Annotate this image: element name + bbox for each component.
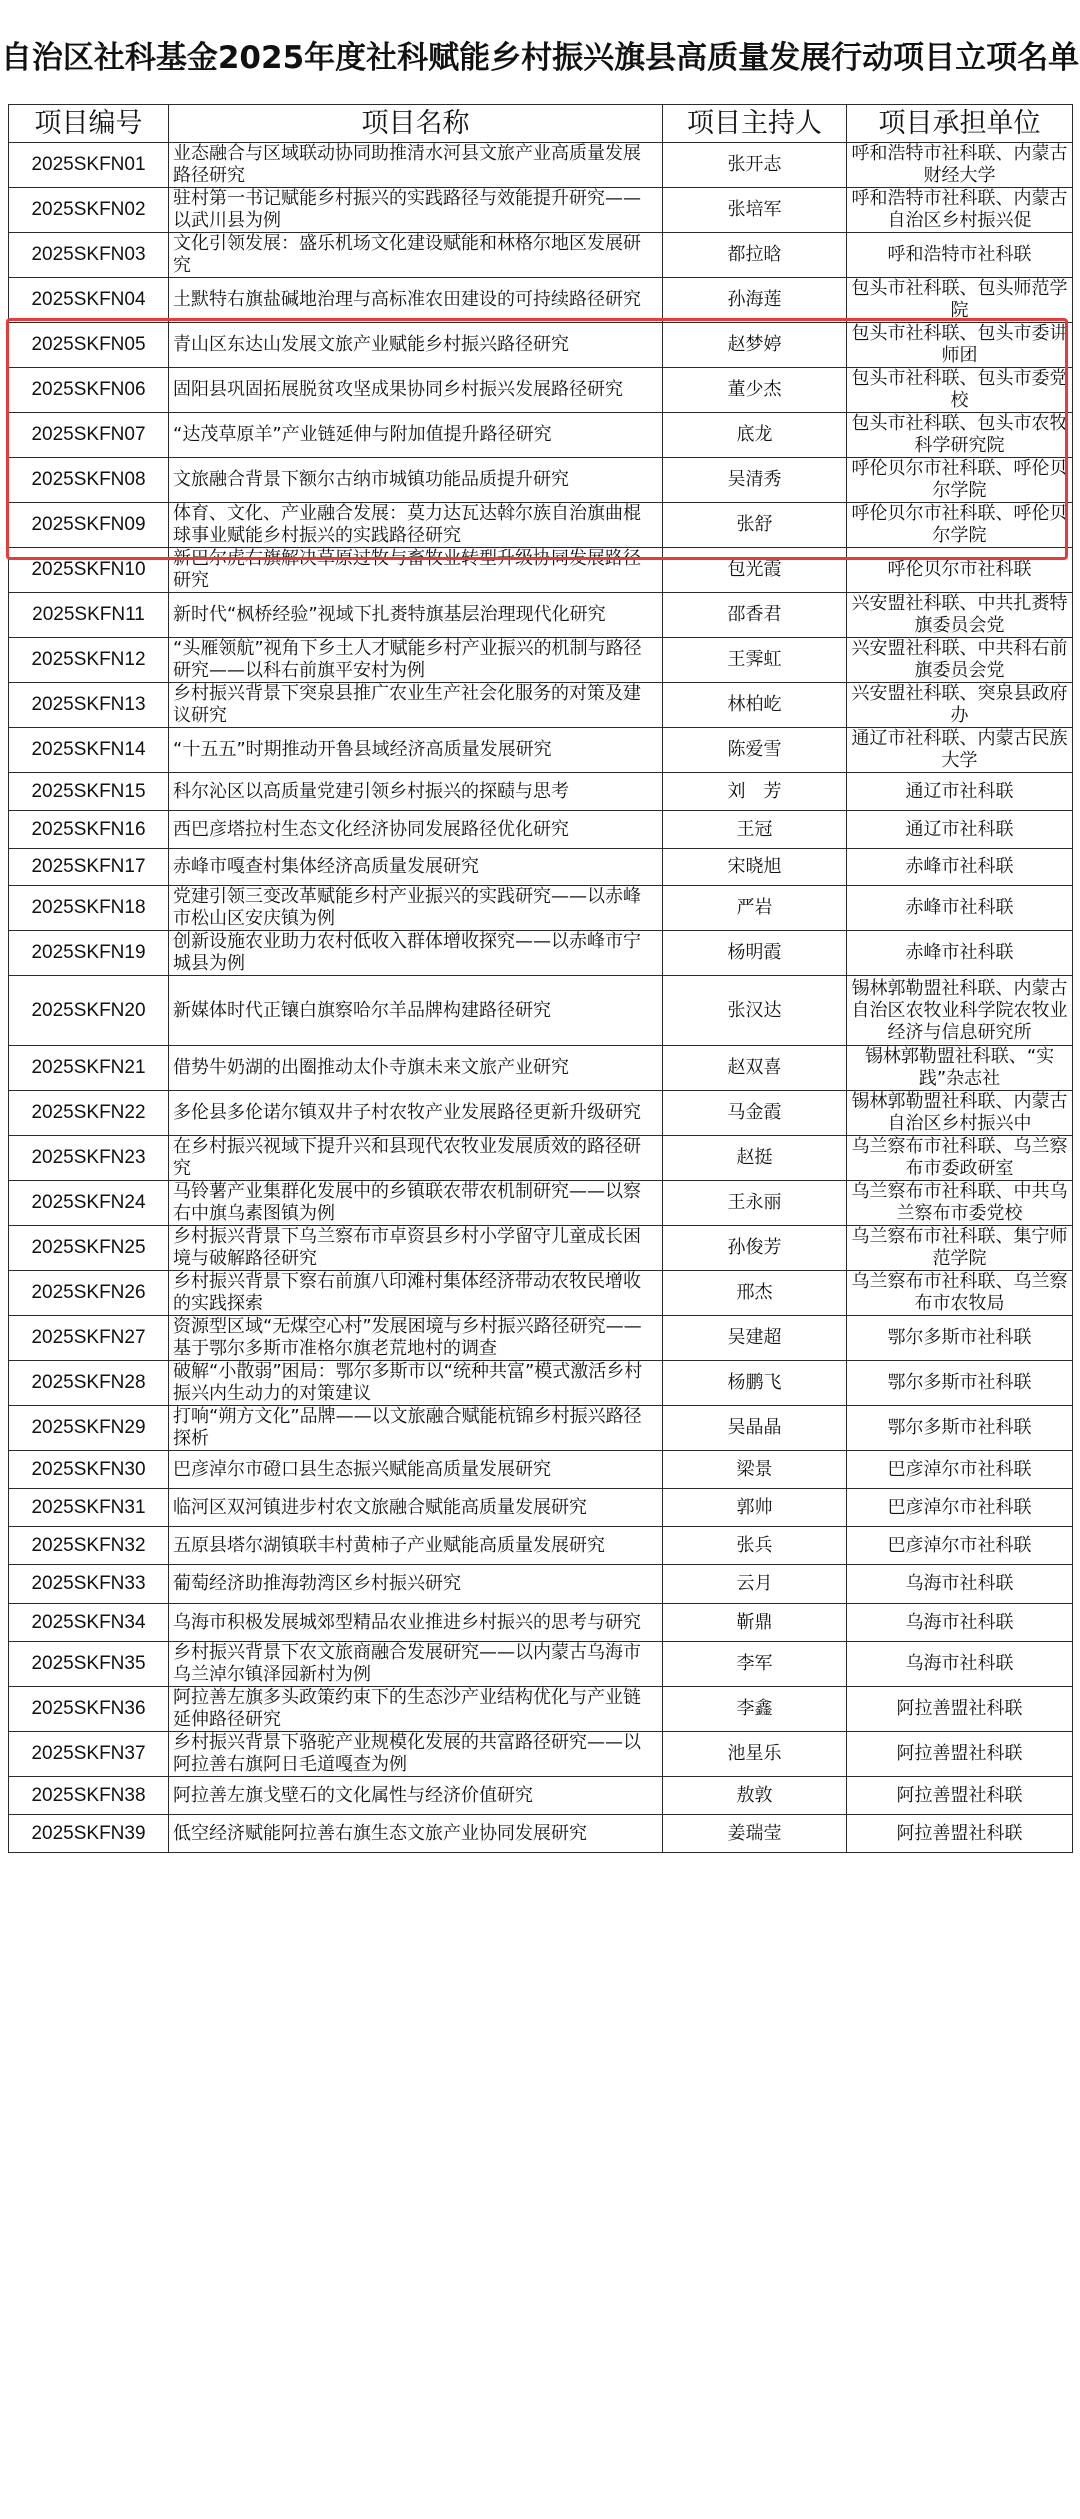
project-leader-cell: 云月 bbox=[663, 1565, 847, 1604]
table-row bbox=[9, 548, 1073, 593]
project-leader-cell: 底龙 bbox=[663, 413, 847, 458]
project-name-cell: 在乡村振兴视域下提升兴和县现代农牧业发展质效的路径研究 bbox=[169, 1136, 663, 1181]
project-name-cell: 创新设施农业助力农村低收入群体增收探究——以赤峰市宁城县为例 bbox=[169, 931, 663, 976]
table-row bbox=[9, 143, 1073, 188]
project-leader-cell: 刘 芳 bbox=[663, 773, 847, 811]
project-id-cell: 2025SKFN10 bbox=[9, 548, 169, 593]
project-id-cell: 2025SKFN38 bbox=[9, 1777, 169, 1815]
project-id-cell: 2025SKFN01 bbox=[9, 143, 169, 188]
project-leader-cell: 敖敦 bbox=[663, 1777, 847, 1815]
project-name-cell: 青山区东达山发展文旅产业赋能乡村振兴路径研究 bbox=[169, 323, 663, 368]
project-id-cell: 2025SKFN26 bbox=[9, 1271, 169, 1316]
table-row bbox=[9, 1181, 1073, 1226]
project-id-cell: 2025SKFN21 bbox=[9, 1046, 169, 1091]
table-row bbox=[9, 811, 1073, 849]
project-leader-cell: 张培军 bbox=[663, 188, 847, 233]
table-row bbox=[9, 1732, 1073, 1777]
project-leader-cell: 张汉达 bbox=[663, 976, 847, 1046]
project-unit-cell: 兴安盟社科联、突泉县政府办 bbox=[847, 683, 1073, 728]
project-unit-cell: 阿拉善盟社科联 bbox=[847, 1732, 1073, 1777]
project-leader-cell: 赵梦婷 bbox=[663, 323, 847, 368]
project-leader-cell: 池星乐 bbox=[663, 1732, 847, 1777]
project-name-cell: 科尔沁区以高质量党建引领乡村振兴的探赜与思考 bbox=[169, 773, 663, 811]
project-leader-cell: 靳鼎 bbox=[663, 1604, 847, 1642]
project-leader-cell: 邢杰 bbox=[663, 1271, 847, 1316]
project-name-cell: “头雁领航”视角下乡土人才赋能乡村产业振兴的机制与路径研究——以科右前旗平安村为例 bbox=[169, 638, 663, 683]
project-leader-cell: 吴晶晶 bbox=[663, 1406, 847, 1451]
table-row bbox=[9, 849, 1073, 886]
project-unit-cell: 包头市社科联、包头师范学院 bbox=[847, 278, 1073, 323]
project-id-cell: 2025SKFN35 bbox=[9, 1642, 169, 1687]
project-leader-cell: 杨鹏飞 bbox=[663, 1361, 847, 1406]
project-unit-cell: 阿拉善盟社科联 bbox=[847, 1777, 1073, 1815]
project-leader-cell: 郭帅 bbox=[663, 1489, 847, 1527]
project-unit-cell: 通辽市社科联 bbox=[847, 811, 1073, 849]
project-name-cell: 固阳县巩固拓展脱贫攻坚成果协同乡村振兴发展路径研究 bbox=[169, 368, 663, 413]
page-title: 自治区社科基金2025年度社科赋能乡村振兴旗县高质量发展行动项目立项名单 bbox=[0, 40, 1080, 76]
table-row bbox=[9, 1046, 1073, 1091]
project-name-cell: 驻村第一书记赋能乡村振兴的实践路径与效能提升研究——以武川县为例 bbox=[169, 188, 663, 233]
project-name-cell: 体育、文化、产业融合发展：莫力达瓦达斡尔族自治旗曲棍球事业赋能乡村振兴的实践路径研究 bbox=[169, 503, 663, 548]
project-unit-cell: 赤峰市社科联 bbox=[847, 849, 1073, 886]
project-id-cell: 2025SKFN34 bbox=[9, 1604, 169, 1642]
project-unit-cell: 巴彦淖尔市社科联 bbox=[847, 1489, 1073, 1527]
table-row bbox=[9, 593, 1073, 638]
project-name-cell: 阿拉善左旗多头政策约束下的生态沙产业结构优化与产业链延伸路径研究 bbox=[169, 1687, 663, 1732]
table-row bbox=[9, 1565, 1073, 1604]
project-id-cell: 2025SKFN14 bbox=[9, 728, 169, 773]
project-name-cell: 乌海市积极发展城郊型精品农业推进乡村振兴的思考与研究 bbox=[169, 1604, 663, 1642]
project-unit-cell: 呼伦贝尔市社科联 bbox=[847, 548, 1073, 593]
project-id-cell: 2025SKFN06 bbox=[9, 368, 169, 413]
project-unit-cell: 锡林郭勒盟社科联、内蒙古自治区乡村振兴中 bbox=[847, 1091, 1073, 1136]
project-leader-cell: 都拉晗 bbox=[663, 233, 847, 278]
table-row bbox=[9, 1604, 1073, 1642]
project-unit-cell: 鄂尔多斯市社科联 bbox=[847, 1361, 1073, 1406]
project-name-cell: 资源型区域“无煤空心村”发展困境与乡村振兴路径研究——基于鄂尔多斯市准格尔旗老荒地村的调查 bbox=[169, 1316, 663, 1361]
table-row bbox=[9, 188, 1073, 233]
project-name-cell: 破解“小散弱”困局：鄂尔多斯市以“统种共富”模式激活乡村振兴内生动力的对策建议 bbox=[169, 1361, 663, 1406]
project-id-cell: 2025SKFN17 bbox=[9, 849, 169, 886]
project-name-cell: 赤峰市嘎查村集体经济高质量发展研究 bbox=[169, 849, 663, 886]
table-row bbox=[9, 931, 1073, 976]
table-row bbox=[9, 1642, 1073, 1687]
project-leader-cell: 吴建超 bbox=[663, 1316, 847, 1361]
project-name-cell: 多伦县多伦诺尔镇双井子村农牧产业发展路径更新升级研究 bbox=[169, 1091, 663, 1136]
project-name-cell: 文化引领发展：盛乐机场文化建设赋能和林格尔地区发展研究 bbox=[169, 233, 663, 278]
project-unit-cell: 赤峰市社科联 bbox=[847, 931, 1073, 976]
project-id-cell: 2025SKFN37 bbox=[9, 1732, 169, 1777]
project-name-cell: 打响“朔方文化”品牌——以文旅融合赋能杭锦乡村振兴路径探析 bbox=[169, 1406, 663, 1451]
project-unit-cell: 巴彦淖尔市社科联 bbox=[847, 1527, 1073, 1565]
project-id-cell: 2025SKFN25 bbox=[9, 1226, 169, 1271]
project-id-cell: 2025SKFN30 bbox=[9, 1451, 169, 1489]
project-leader-cell: 李军 bbox=[663, 1642, 847, 1687]
table-row bbox=[9, 1361, 1073, 1406]
project-id-cell: 2025SKFN08 bbox=[9, 458, 169, 503]
project-name-cell: 巴彦淖尔市磴口县生态振兴赋能高质量发展研究 bbox=[169, 1451, 663, 1489]
project-leader-cell: 宋晓旭 bbox=[663, 849, 847, 886]
project-unit-cell: 包头市社科联、包头市农牧科学研究院 bbox=[847, 413, 1073, 458]
project-name-cell: 乡村振兴背景下骆驼产业规模化发展的共富路径研究——以阿拉善右旗阿日毛道嘎查为例 bbox=[169, 1732, 663, 1777]
project-id-cell: 2025SKFN19 bbox=[9, 931, 169, 976]
table-row bbox=[9, 976, 1073, 1046]
project-name-cell: 文旅融合背景下额尔古纳市城镇功能品质提升研究 bbox=[169, 458, 663, 503]
project-name-cell: “达茂草原羊”产业链延伸与附加值提升路径研究 bbox=[169, 413, 663, 458]
project-id-cell: 2025SKFN24 bbox=[9, 1181, 169, 1226]
table-row bbox=[9, 1316, 1073, 1361]
project-id-cell: 2025SKFN27 bbox=[9, 1316, 169, 1361]
project-unit-cell: 乌兰察布市社科联、乌兰察布市委政研室 bbox=[847, 1136, 1073, 1181]
project-name-cell: “十五五”时期推动开鲁县域经济高质量发展研究 bbox=[169, 728, 663, 773]
project-id-cell: 2025SKFN32 bbox=[9, 1527, 169, 1565]
project-leader-cell: 杨明霞 bbox=[663, 931, 847, 976]
project-id-cell: 2025SKFN11 bbox=[9, 593, 169, 638]
project-name-cell: 新媒体时代正镶白旗察哈尔羊品牌构建路径研究 bbox=[169, 976, 663, 1046]
project-name-cell: 乡村振兴背景下突泉县推广农业生产社会化服务的对策及建议研究 bbox=[169, 683, 663, 728]
project-leader-cell: 张舒 bbox=[663, 503, 847, 548]
table-row bbox=[9, 458, 1073, 503]
project-name-cell: 马铃薯产业集群化发展中的乡镇联农带农机制研究——以察右中旗乌素图镇为例 bbox=[169, 1181, 663, 1226]
header-project-leader: 项目主持人 bbox=[663, 105, 847, 143]
project-unit-cell: 鄂尔多斯市社科联 bbox=[847, 1406, 1073, 1451]
project-name-cell: 新巴尔虎右旗解决草原过牧与畜牧业转型升级协同发展路径研究 bbox=[169, 548, 663, 593]
project-unit-cell: 鄂尔多斯市社科联 bbox=[847, 1316, 1073, 1361]
project-name-cell: 乡村振兴背景下乌兰察布市卓资县乡村小学留守儿童成长困境与破解路径研究 bbox=[169, 1226, 663, 1271]
project-leader-cell: 王霁虹 bbox=[663, 638, 847, 683]
project-unit-cell: 赤峰市社科联 bbox=[847, 886, 1073, 931]
table-row bbox=[9, 413, 1073, 458]
project-table bbox=[8, 104, 1073, 1853]
project-name-cell: 业态融合与区域联动协同助推清水河县文旅产业高质量发展路径研究 bbox=[169, 143, 663, 188]
project-leader-cell: 王永丽 bbox=[663, 1181, 847, 1226]
project-leader-cell: 梁景 bbox=[663, 1451, 847, 1489]
project-unit-cell: 包头市社科联、包头市委党校 bbox=[847, 368, 1073, 413]
project-id-cell: 2025SKFN23 bbox=[9, 1136, 169, 1181]
table-row bbox=[9, 1777, 1073, 1815]
project-unit-cell: 乌兰察布市社科联、中共乌兰察布市委党校 bbox=[847, 1181, 1073, 1226]
project-leader-cell: 赵双喜 bbox=[663, 1046, 847, 1091]
project-leader-cell: 吴清秀 bbox=[663, 458, 847, 503]
table-row bbox=[9, 1091, 1073, 1136]
project-id-cell: 2025SKFN20 bbox=[9, 976, 169, 1046]
project-unit-cell: 呼和浩特市社科联 bbox=[847, 233, 1073, 278]
table-body bbox=[9, 143, 1073, 1853]
table-row bbox=[9, 1136, 1073, 1181]
table-row bbox=[9, 1687, 1073, 1732]
project-leader-cell: 陈爱雪 bbox=[663, 728, 847, 773]
project-unit-cell: 包头市社科联、包头市委讲师团 bbox=[847, 323, 1073, 368]
project-id-cell: 2025SKFN09 bbox=[9, 503, 169, 548]
header-project-name: 项目名称 bbox=[169, 105, 663, 143]
project-leader-cell: 包光霞 bbox=[663, 548, 847, 593]
project-id-cell: 2025SKFN03 bbox=[9, 233, 169, 278]
project-name-cell: 借势牛奶湖的出圈推动太仆寺旗未来文旅产业研究 bbox=[169, 1046, 663, 1091]
project-id-cell: 2025SKFN04 bbox=[9, 278, 169, 323]
table-row bbox=[9, 323, 1073, 368]
project-leader-cell: 董少杰 bbox=[663, 368, 847, 413]
project-unit-cell: 阿拉善盟社科联 bbox=[847, 1687, 1073, 1732]
project-unit-cell: 锡林郭勒盟社科联、内蒙古自治区农牧业科学院农牧业经济与信息研究所 bbox=[847, 976, 1073, 1046]
project-name-cell: 土默特右旗盐碱地治理与高标准农田建设的可持续路径研究 bbox=[169, 278, 663, 323]
table-row bbox=[9, 233, 1073, 278]
project-leader-cell: 赵挺 bbox=[663, 1136, 847, 1181]
header-project-id: 项目编号 bbox=[9, 105, 169, 143]
project-id-cell: 2025SKFN12 bbox=[9, 638, 169, 683]
table-row bbox=[9, 1226, 1073, 1271]
project-unit-cell: 通辽市社科联 bbox=[847, 773, 1073, 811]
table-header-row bbox=[9, 105, 1073, 143]
project-unit-cell: 呼伦贝尔市社科联、呼伦贝尔学院 bbox=[847, 503, 1073, 548]
project-unit-cell: 乌兰察布市社科联、集宁师范学院 bbox=[847, 1226, 1073, 1271]
table-row bbox=[9, 503, 1073, 548]
project-unit-cell: 乌海市社科联 bbox=[847, 1565, 1073, 1604]
project-leader-cell: 孙俊芳 bbox=[663, 1226, 847, 1271]
project-id-cell: 2025SKFN15 bbox=[9, 773, 169, 811]
project-leader-cell: 张开志 bbox=[663, 143, 847, 188]
project-leader-cell: 林柏屹 bbox=[663, 683, 847, 728]
project-leader-cell: 严岩 bbox=[663, 886, 847, 931]
project-leader-cell: 孙海莲 bbox=[663, 278, 847, 323]
table-row bbox=[9, 1271, 1073, 1316]
project-id-cell: 2025SKFN31 bbox=[9, 1489, 169, 1527]
project-leader-cell: 邵香君 bbox=[663, 593, 847, 638]
table-row bbox=[9, 278, 1073, 323]
project-id-cell: 2025SKFN28 bbox=[9, 1361, 169, 1406]
project-unit-cell: 锡林郭勒盟社科联、“实践”杂志社 bbox=[847, 1046, 1073, 1091]
table-row bbox=[9, 1489, 1073, 1527]
header-project-unit: 项目承担单位 bbox=[847, 105, 1073, 143]
project-id-cell: 2025SKFN39 bbox=[9, 1815, 169, 1853]
project-name-cell: 乡村振兴背景下察右前旗八印滩村集体经济带动农牧民增收的实践探索 bbox=[169, 1271, 663, 1316]
table-row bbox=[9, 1406, 1073, 1451]
table-row bbox=[9, 728, 1073, 773]
project-leader-cell: 张兵 bbox=[663, 1527, 847, 1565]
project-leader-cell: 王冠 bbox=[663, 811, 847, 849]
project-id-cell: 2025SKFN33 bbox=[9, 1565, 169, 1604]
project-unit-cell: 乌兰察布市社科联、乌兰察布市农牧局 bbox=[847, 1271, 1073, 1316]
project-name-cell: 阿拉善左旗戈壁石的文化属性与经济价值研究 bbox=[169, 1777, 663, 1815]
project-name-cell: 党建引领三变改革赋能乡村产业振兴的实践研究——以赤峰市松山区安庆镇为例 bbox=[169, 886, 663, 931]
project-name-cell: 葡萄经济助推海勃湾区乡村振兴研究 bbox=[169, 1565, 663, 1604]
project-unit-cell: 兴安盟社科联、中共科右前旗委员会党 bbox=[847, 638, 1073, 683]
project-id-cell: 2025SKFN16 bbox=[9, 811, 169, 849]
table-row bbox=[9, 683, 1073, 728]
project-id-cell: 2025SKFN29 bbox=[9, 1406, 169, 1451]
project-unit-cell: 乌海市社科联 bbox=[847, 1604, 1073, 1642]
project-unit-cell: 呼和浩特市社科联、内蒙古自治区乡村振兴促 bbox=[847, 188, 1073, 233]
project-unit-cell: 乌海市社科联 bbox=[847, 1642, 1073, 1687]
table-row bbox=[9, 1451, 1073, 1489]
project-name-cell: 新时代“枫桥经验”视域下扎赉特旗基层治理现代化研究 bbox=[169, 593, 663, 638]
table-row bbox=[9, 1815, 1073, 1853]
project-unit-cell: 通辽市社科联、内蒙古民族大学 bbox=[847, 728, 1073, 773]
project-id-cell: 2025SKFN07 bbox=[9, 413, 169, 458]
project-name-cell: 临河区双河镇进步村农文旅融合赋能高质量发展研究 bbox=[169, 1489, 663, 1527]
project-id-cell: 2025SKFN05 bbox=[9, 323, 169, 368]
project-unit-cell: 兴安盟社科联、中共扎赉特旗委员会党 bbox=[847, 593, 1073, 638]
project-name-cell: 五原县塔尔湖镇联丰村黄柿子产业赋能高质量发展研究 bbox=[169, 1527, 663, 1565]
project-name-cell: 低空经济赋能阿拉善右旗生态文旅产业协同发展研究 bbox=[169, 1815, 663, 1853]
project-id-cell: 2025SKFN02 bbox=[9, 188, 169, 233]
project-id-cell: 2025SKFN22 bbox=[9, 1091, 169, 1136]
project-unit-cell: 呼和浩特市社科联、内蒙古财经大学 bbox=[847, 143, 1073, 188]
project-unit-cell: 巴彦淖尔市社科联 bbox=[847, 1451, 1073, 1489]
project-id-cell: 2025SKFN13 bbox=[9, 683, 169, 728]
project-unit-cell: 呼伦贝尔市社科联、呼伦贝尔学院 bbox=[847, 458, 1073, 503]
table-row bbox=[9, 773, 1073, 811]
project-id-cell: 2025SKFN18 bbox=[9, 886, 169, 931]
table-row bbox=[9, 1527, 1073, 1565]
project-leader-cell: 马金霞 bbox=[663, 1091, 847, 1136]
project-unit-cell: 阿拉善盟社科联 bbox=[847, 1815, 1073, 1853]
table-row bbox=[9, 886, 1073, 931]
project-leader-cell: 李鑫 bbox=[663, 1687, 847, 1732]
project-name-cell: 西巴彦塔拉村生态文化经济协同发展路径优化研究 bbox=[169, 811, 663, 849]
project-id-cell: 2025SKFN36 bbox=[9, 1687, 169, 1732]
project-name-cell: 乡村振兴背景下农文旅商融合发展研究——以内蒙古乌海市乌兰淖尔镇泽园新村为例 bbox=[169, 1642, 663, 1687]
table-row bbox=[9, 638, 1073, 683]
table-row bbox=[9, 368, 1073, 413]
project-leader-cell: 姜瑞莹 bbox=[663, 1815, 847, 1853]
